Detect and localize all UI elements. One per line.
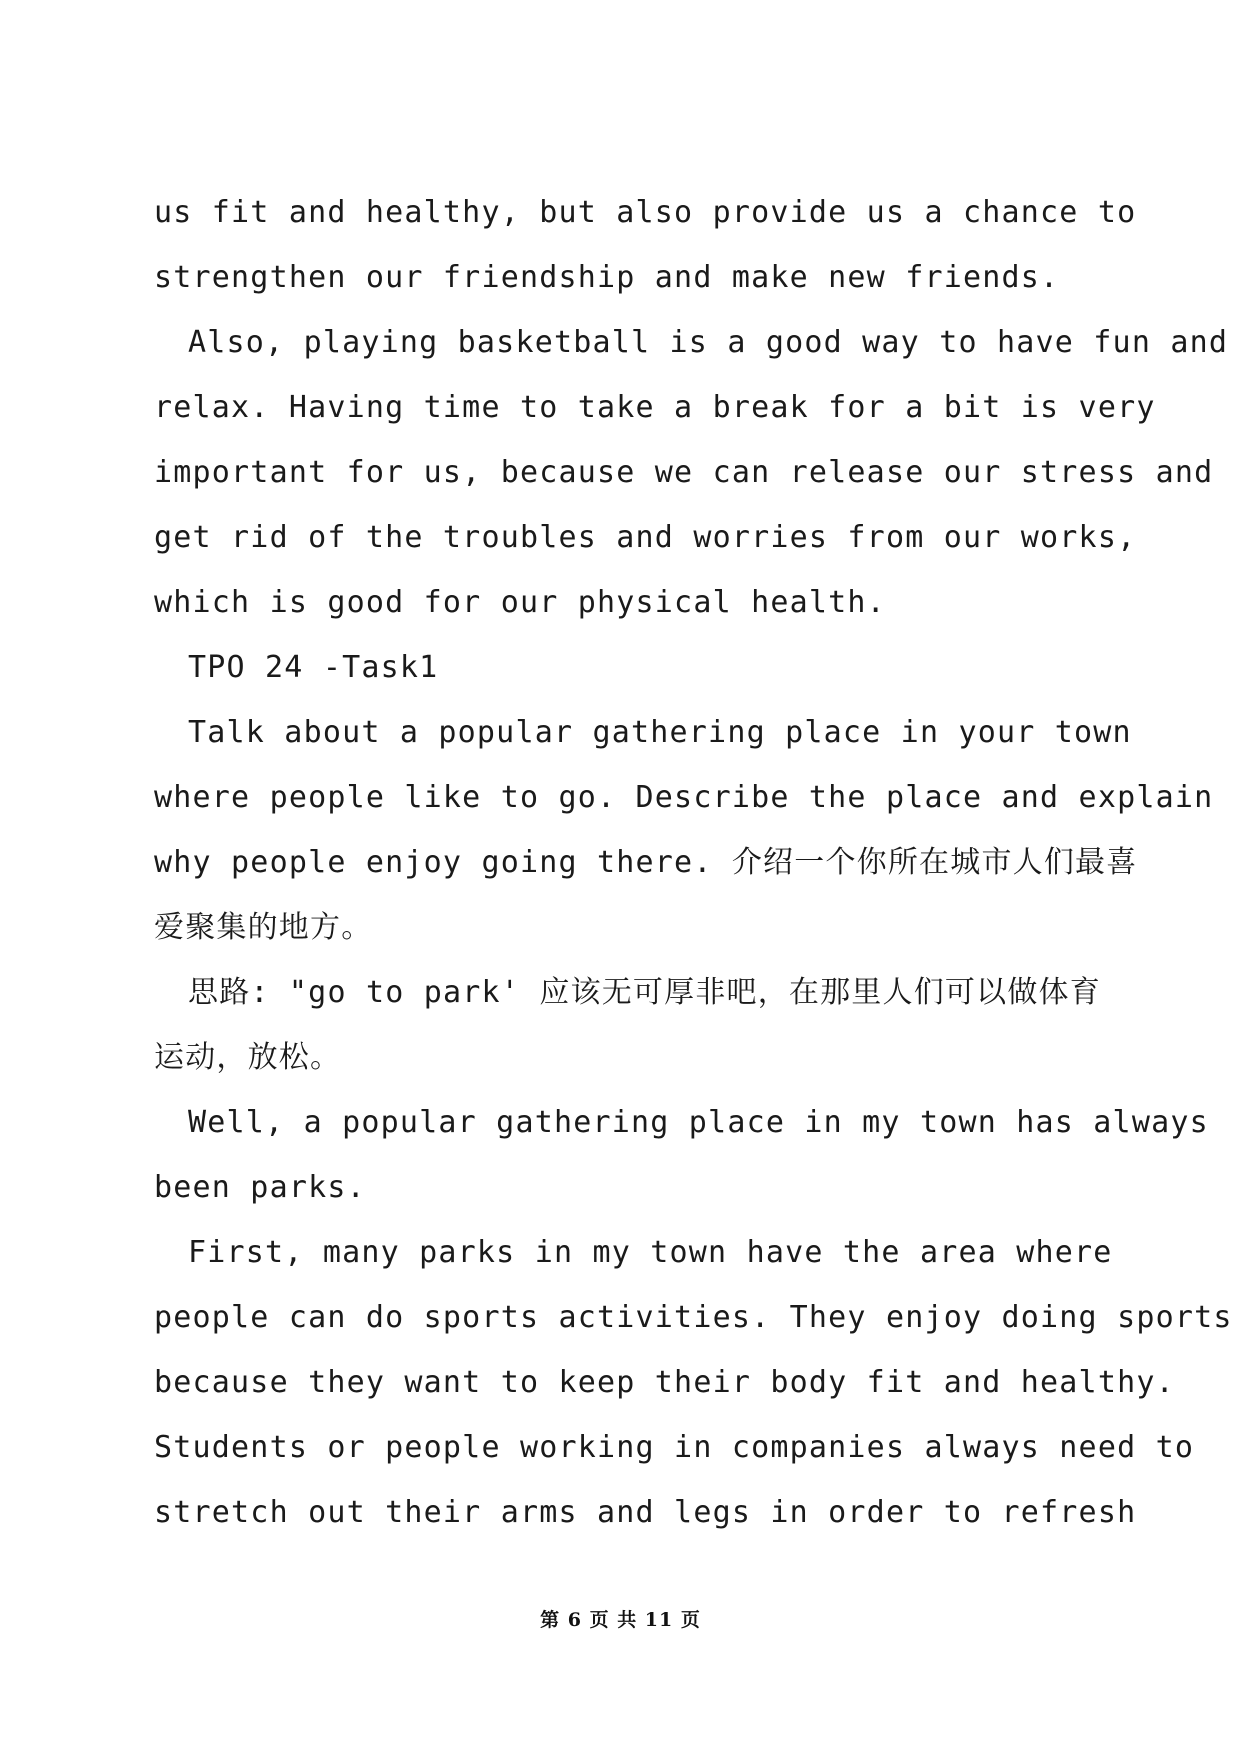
text-line: people can do sports activities. They enjoy doing sports [154, 1300, 1233, 1335]
text-line: Talk about a popular gathering place in your town [188, 715, 1132, 750]
text-line: get rid of the troubles and worries from our works, [154, 520, 1137, 555]
document-body [154, 180, 1233, 1545]
text-line: which is good for our physical health. [154, 585, 886, 620]
text-line: stretch out their arms and legs in order to refresh [154, 1495, 1137, 1530]
text-line: 运动，放松。 [154, 1040, 342, 1075]
text-line: 爱聚集的地方。 [154, 910, 373, 945]
section-heading: TPO 24 -Task1 [188, 650, 439, 685]
text-line: important for us, because we can release our stress and [154, 455, 1214, 490]
text-line: 思路: "go to park' 应该无可厚非吧，在那里人们可以做体育 [188, 975, 1101, 1010]
text-line: Students or people working in companies always need to [154, 1430, 1195, 1465]
text-line: because they want to keep their body fit and healthy. [154, 1365, 1175, 1400]
page-number-footer: 第 6 页 共 11 页 [540, 1609, 701, 1631]
text-line: Also, playing basketball is a good way to have fun and [188, 325, 1229, 360]
text-line: relax. Having time to take a break for a bit is very [154, 390, 1156, 425]
text-line: strengthen our friendship and make new friends. [154, 260, 1060, 295]
text-line: us fit and healthy, but also provide us a chance to [154, 195, 1137, 230]
text-line: where people like to go. Describe the place and explain [154, 780, 1214, 815]
text-line: First, many parks in my town have the area where [188, 1235, 1113, 1270]
text-line: Well, a popular gathering place in my town has always [188, 1105, 1209, 1140]
text-line: been parks. [154, 1170, 366, 1205]
text-line: why people enjoy going there. 介绍一个你所在城市人们最喜 [154, 845, 1138, 880]
